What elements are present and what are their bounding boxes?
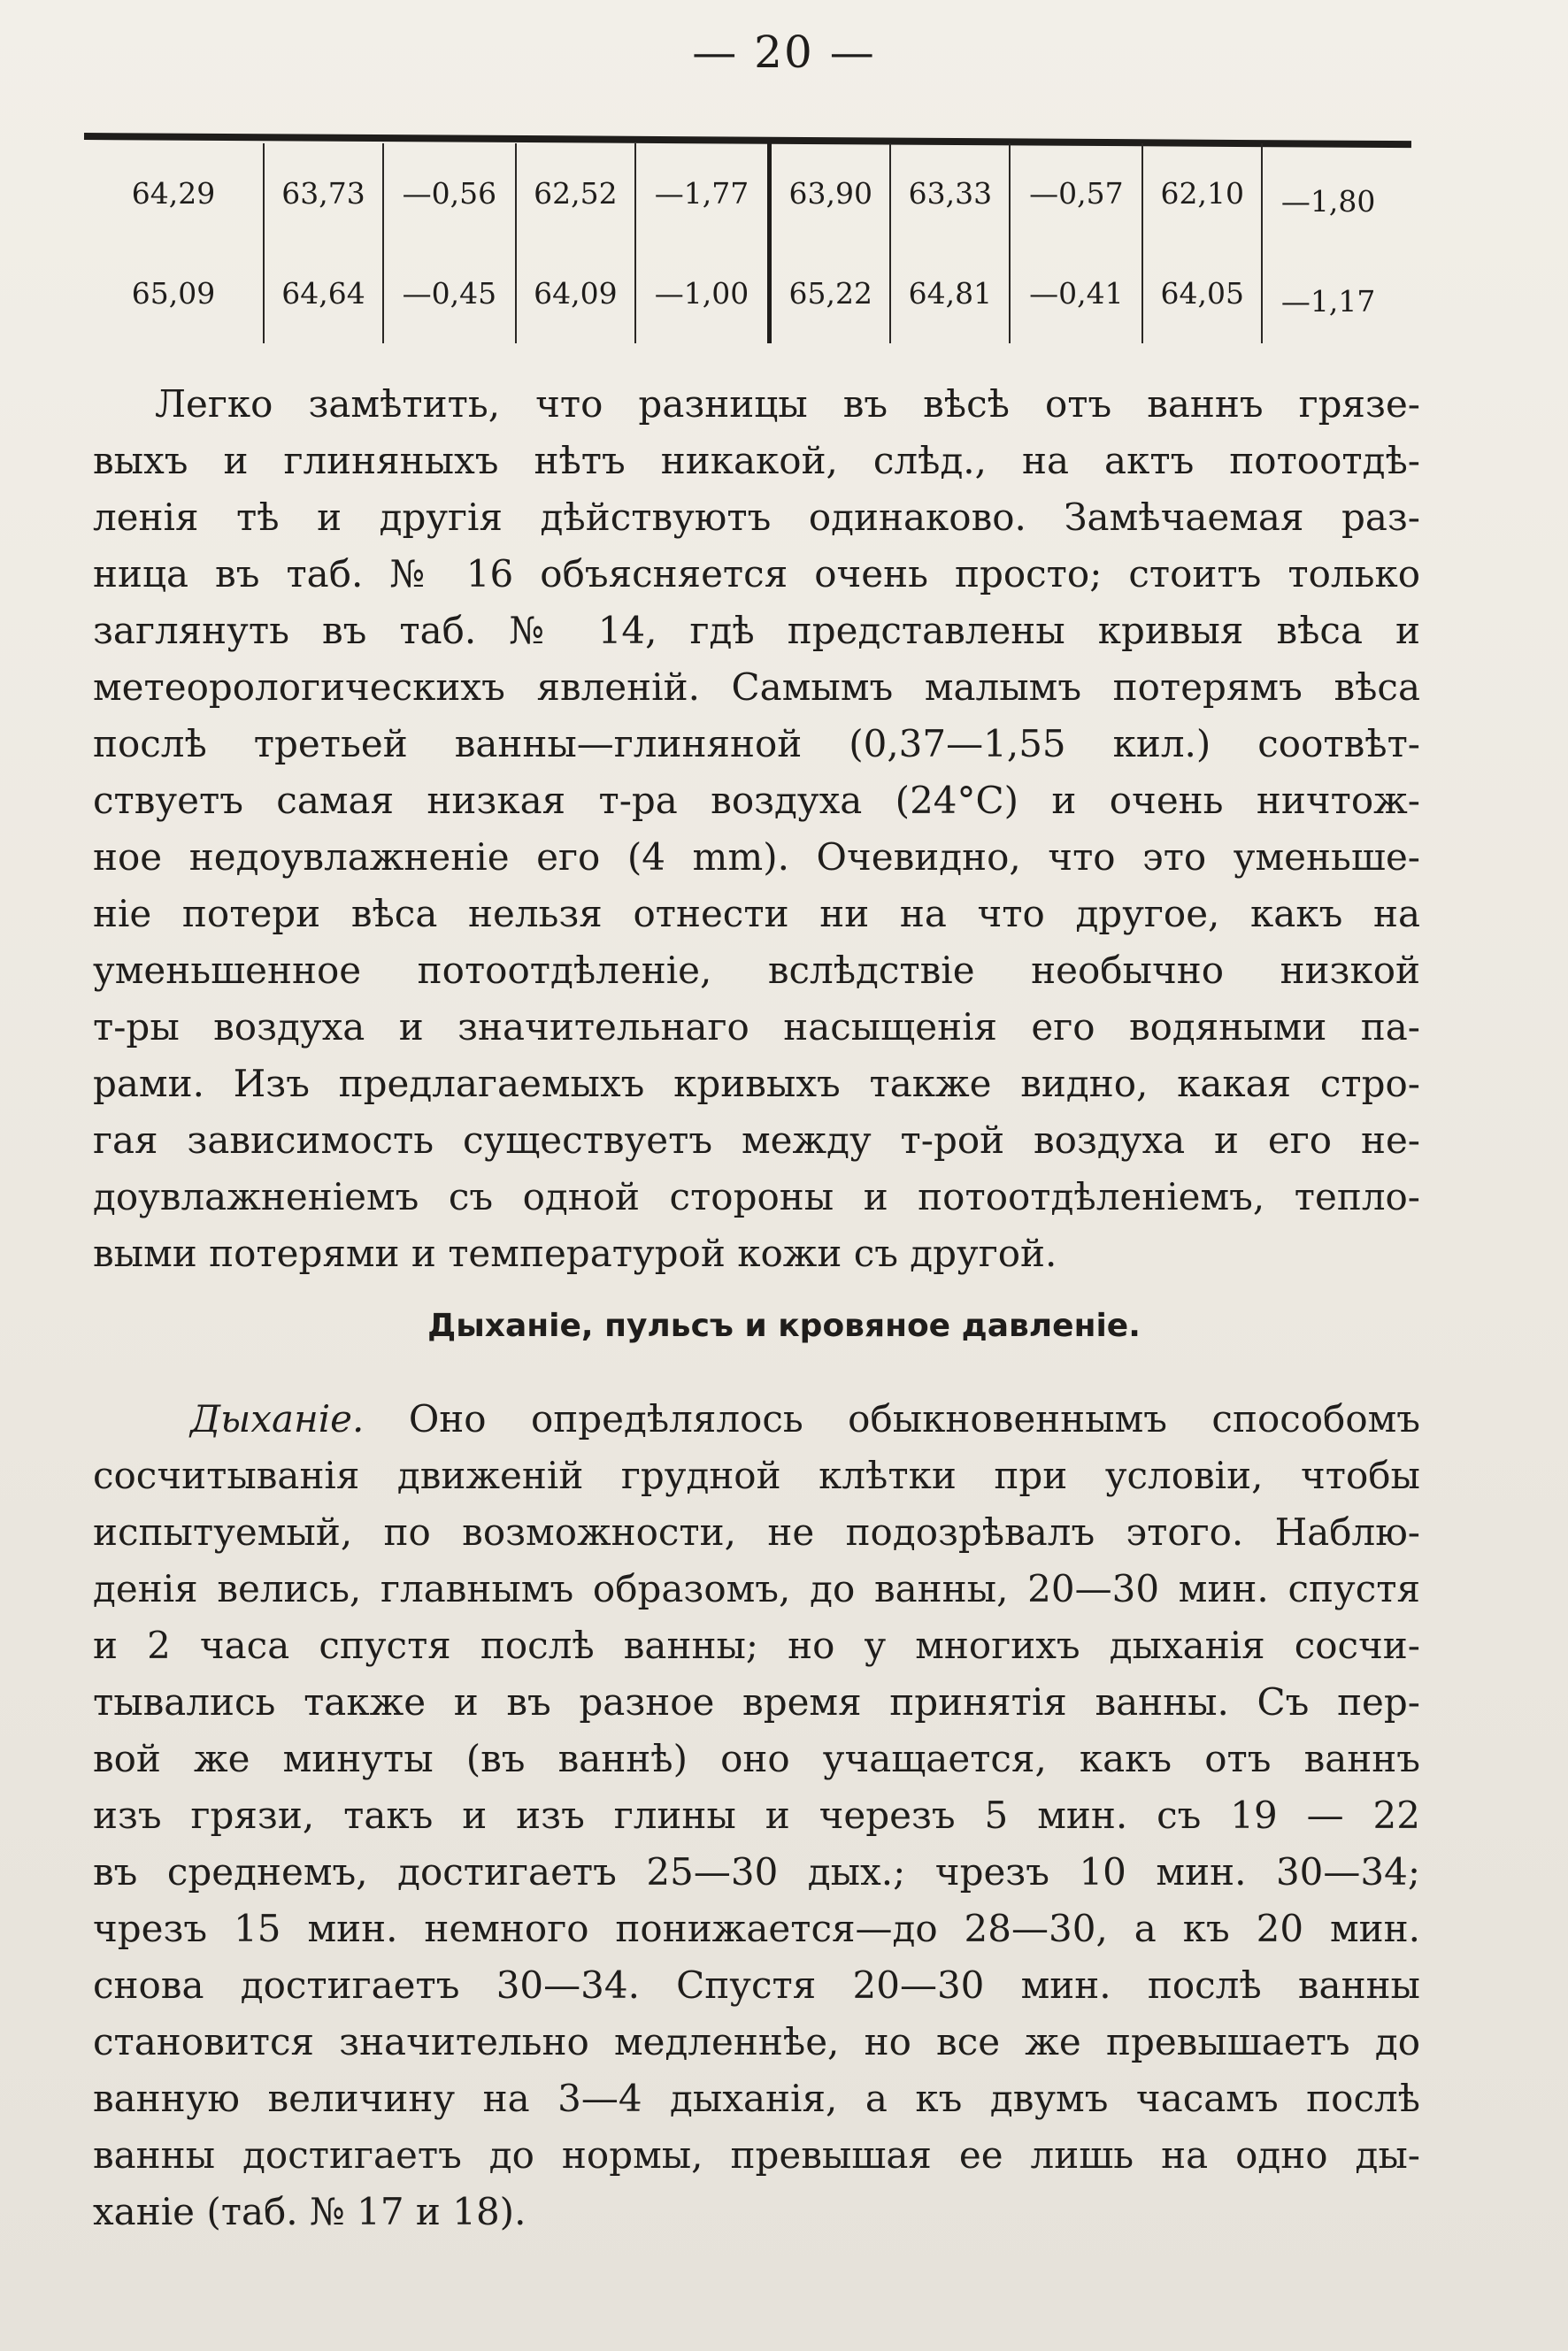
text-line: вой же минуты (въ ваннѣ) оно учащается, какъ отъ ваннъ [93,1737,1420,1780]
table-cell: —0,57 [1010,143,1142,243]
text-line: сосчитыванія движеній грудной клѣтки при условіи, чтобы [93,1454,1420,1497]
text-line: ленія тѣ и другія дѣйствуютъ одинаково. Замѣчаемая раз- [93,496,1420,539]
table-cell: 63,73 [264,143,383,243]
text-line: денія велись, главнымъ образомъ, до ванны, 20—30 мин. спустя [93,1567,1420,1610]
text-line: Легко замѣтить, что разницы въ вѣсѣ отъ ваннъ грязе- [155,382,1420,426]
table-cell: 62,52 [516,143,635,243]
text-line: ванную величину на 3—4 дыханія, а къ двумъ часамъ послѣ [93,2077,1420,2120]
text-line: гая зависимость существуетъ между т-рой воздуха и его не- [93,1118,1420,1162]
table-cell: 65,09 [131,276,216,311]
text-line: изъ грязи, такъ и изъ глины и черезъ 5 мин. съ 19 — 22 [93,1794,1420,1837]
text-line: чрезъ 15 мин. немного понижается—до 28—30, а къ 20 мин. [93,1907,1420,1950]
text-line: уменьшенное потоотдѣленіе, вслѣдствіе необычно низкой [93,949,1420,992]
table-cell: —1,77 [635,143,770,243]
text-line: послѣ третьей ванны—глиняной (0,37—1,55 кил.) соотвѣт- [93,722,1420,765]
text-line: выми потерями и температурой кожи съ другой. [93,1232,1057,1275]
text-line: ханіе (таб. № 17 и 18). [93,2190,527,2233]
table-cell: —0,56 [383,143,516,243]
section-heading: Дыханіе, пульсъ и кровяное давленіе. [427,1308,1141,1344]
data-table [84,143,1394,343]
text-line: доувлажненіемъ съ одной стороны и потоотдѣленіемъ, тепло- [93,1175,1420,1218]
text-line: и 2 часа спустя послѣ ванны; но у многихъ дыханія сосчи- [93,1624,1420,1667]
text-line: рами. Изъ предлагаемыхъ кривыхъ также видно, какая стро- [93,1062,1420,1105]
table-row [84,143,1394,243]
table-cell: 64,81 [890,243,1010,343]
text-line: выхъ и глиняныхъ нѣтъ никакой, слѣд., на актъ потоотдѣ- [93,439,1420,482]
text-line: въ среднемъ, достигаетъ 25—30 дых.; чрезъ 10 мин. 30—34; [93,1850,1420,1894]
paragraph-breathing [93,1391,1420,2240]
text-line [93,1391,1420,1448]
text-line-rest: Оно опредѣлялось обыкновеннымъ способомъ [364,1397,1420,1441]
text-line: метеорологическихъ явленій. Самымъ малымъ потерямъ вѣса [93,665,1420,709]
text-line: ніе потери вѣса нельзя отнести ни на что другое, какъ на [93,892,1420,935]
paragraph-weight-differences [93,376,1420,1282]
table-cell: 63,33 [890,143,1010,243]
page-number: — 20 — [692,27,876,78]
text-line: ствуетъ самая низкая т-ра воздуха (24°С) и очень ничтож- [93,779,1420,822]
text-line: ванны достигаетъ до нормы, превышая ее лишь на одно ды- [93,2133,1420,2177]
table-row [84,243,1394,343]
table-cell: —0,45 [383,243,516,343]
table-cell: 64,05 [1142,243,1262,343]
table-cell: 63,90 [770,143,891,243]
table-cell: 62,10 [1142,143,1262,243]
text-line: становится значительно медленнѣе, но все же превышаетъ до [93,2020,1420,2063]
text-line: ница въ таб. № 16 объясняется очень просто; стоитъ только [93,552,1420,595]
table-cell: —1,17 [1262,243,1394,343]
table-cell: 64,09 [516,243,635,343]
text-line: испытуемый, по возможности, не подозрѣвалъ этого. Наблю- [93,1510,1420,1554]
table-cell: 64,64 [264,243,383,343]
italic-lead-term: Дыханіе. [190,1397,365,1441]
text-line: т-ры воздуха и значительнаго насыщенія его водяными па- [93,1005,1420,1049]
table-cell: 64,29 [131,176,216,211]
table-cell: —0,41 [1010,243,1142,343]
text-line: заглянуть въ таб. № 14, гдѣ представлены кривыя вѣса и [93,609,1420,652]
text-line: тывались также и въ разное время принятія ванны. Съ пер- [93,1680,1420,1724]
text-line: снова достигаетъ 30—34. Спустя 20—30 мин. послѣ ванны [93,1963,1420,2007]
table-cell: —1,00 [635,243,770,343]
table-cell: —1,80 [1262,143,1394,243]
text-line: ное недоувлажненіе его (4 mm). Очевидно, что это уменьше- [93,835,1420,879]
table-cell: 65,22 [770,243,891,343]
